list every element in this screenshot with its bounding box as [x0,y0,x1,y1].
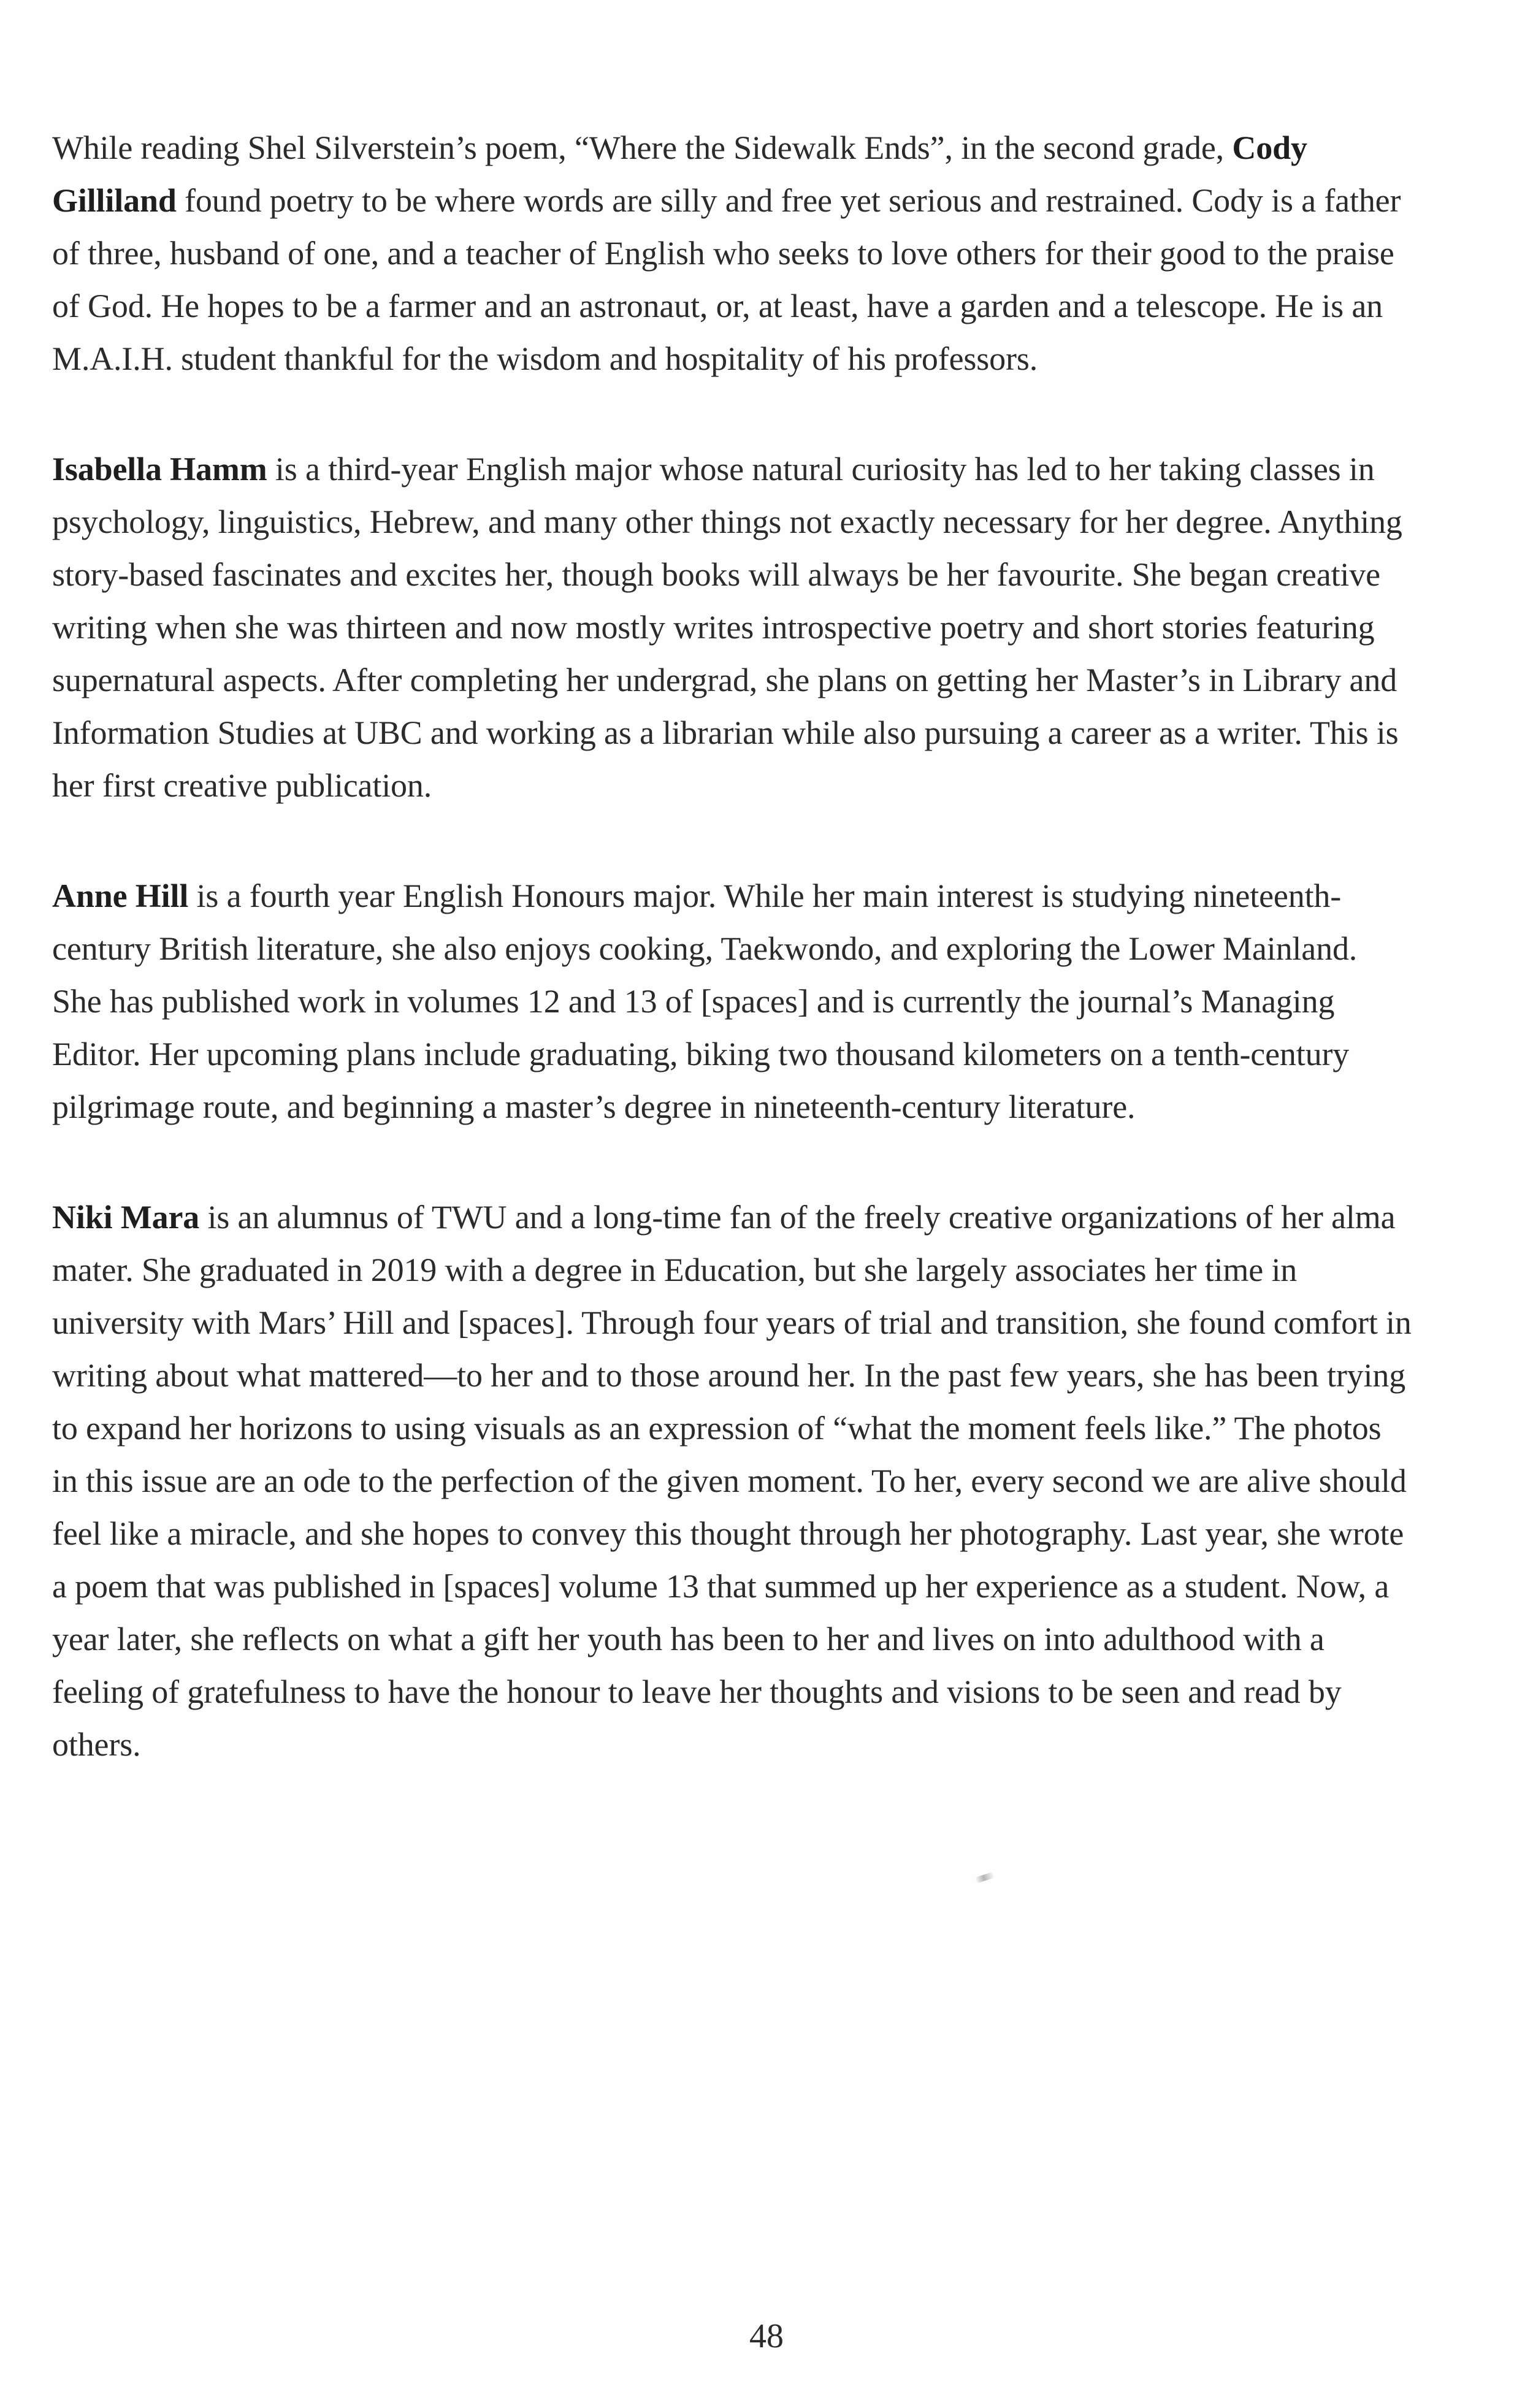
bio-text: is a third-year English major whose natural curiosity has led to her taking classes in psychology, linguistics, Hebrew, and many other things not exactly necessary for her degree. Anything story-based fascinates and excites her, though books will always be her favourite. She began creative writing when she was thirteen and now mostly writes introspective poetry and short stories featuring supernatural aspects. After completing her undergrad, she plans on getting her Master’s in Library and Information Studies at UBC and working as a librarian while also pursuing a career as a writer. This is her first creative publication. [52,451,1402,804]
scan-speck-mark [974,1871,995,1883]
contributor-name: Isabella Hamm [52,451,267,487]
contributor-name: Anne Hill [52,877,189,914]
bio-isabella-hamm [52,443,1413,812]
bio-text: found poetry to be where words are silly and free yet serious and restrained. Cody is a father of three, husband of one, and a teacher of English who seeks to love others for their good to the praise of God. He hopes to be a farmer and an astronaut, or, at least, have a garden and a telescope. He is an M.A.I.H. student thankful for the wisdom and hospitality of his professors. [52,182,1401,377]
page-number: 48 [749,2317,784,2355]
contributor-name: Cody Gilliland [52,129,1307,219]
bio-cody-gilliland [52,121,1413,385]
contributor-bios [52,121,1413,1829]
bio-text: is a fourth year English Honours major. While her main interest is studying nineteenth-century British literature, she also enjoys cooking, Taekwondo, and exploring the Lower Mainland. She has published work in volumes 12 and 13 of [spaces] and is currently the journal’s Managing Editor. Her upcoming plans include graduating, biking two thousand kilometers on a tenth-century pilgrimage route, and beginning a master’s degree in nineteenth-century literature. [52,877,1358,1125]
bio-niki-mara [52,1191,1413,1771]
contributor-name: Niki Mara [52,1199,200,1236]
bio-lead-text: While reading Shel Silverstein’s poem, “Where the Sidewalk Ends”, in the second grade, [52,129,1233,166]
bio-anne-hill [52,870,1413,1133]
bio-text: is an alumnus of TWU and a long-time fan of the freely creative organizations of her alma mater. She graduated in 2019 with a degree in Education, but she largely associates her time in university with Mars’ Hill and [spaces]. Through four years of trial and transition, she found comfort in writing about what mattered—to her and to those around her. In the past few years, she has been trying to expand her horizons to using visuals as an expression of “what the moment feels like.” The photos in this issue are an ode to the perfection of the given moment. To her, every second we are alive should feel like a miracle, and she hopes to convey this thought through her photography. Last year, she wrote a poem that was published in [spaces] volume 13 that summed up her experience as a student. Now, a year later, she reflects on what a gift her youth has been to her and lives on into adulthood with a feeling of gratefulness to have the honour to leave her thoughts and visions to be seen and read by others. [52,1199,1412,1763]
